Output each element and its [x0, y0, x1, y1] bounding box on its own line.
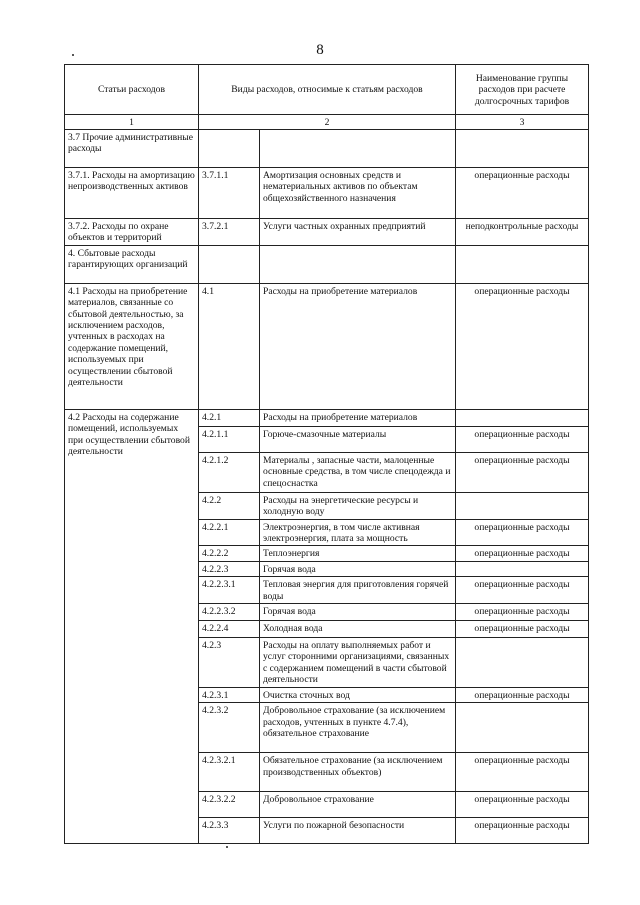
code-cell: 4.2.2.3 [199, 561, 260, 576]
table-row [65, 130, 589, 168]
type-cell: Расходы на энергетические ресурсы и холодную воду [260, 492, 456, 519]
header-articles: Статьи расходов [65, 65, 199, 115]
code-cell: 4.2.3.2 [199, 703, 260, 753]
column-number: 3 [456, 115, 589, 130]
header-expense-types: Виды расходов, относимые к статьям расходов [199, 65, 456, 115]
code-cell: 4.2.3.2.1 [199, 753, 260, 792]
type-cell [260, 245, 456, 283]
page-number: 8 [316, 42, 324, 58]
group-cell: операционные расходы [456, 577, 589, 604]
code-cell: 4.2.3 [199, 638, 260, 688]
type-cell: Очистка сточных вод [260, 688, 456, 703]
type-cell: Услуги частных охранных предприятий [260, 219, 456, 246]
group-cell: операционные расходы [456, 621, 589, 638]
type-cell: Обязательное страхование (за исключением производственных объектов) [260, 753, 456, 792]
group-cell: операционные расходы [456, 426, 589, 452]
code-cell: 4.2.2 [199, 492, 260, 519]
group-cell: операционные расходы [456, 546, 589, 561]
article-cell: 4.1 Расходы на приобретение материалов, связанные со сбытовой деятельностью, за исключением расходов, учтенных в расходах на содержание помещений, используемых при осуществлении сбытовой деятельности [65, 283, 199, 409]
group-cell: операционные расходы [456, 604, 589, 621]
scan-speck [72, 54, 74, 56]
type-cell: Добровольное страхование [260, 792, 456, 818]
table-row [65, 283, 589, 409]
article-cell: 3.7 Прочие административные расходы [65, 130, 199, 168]
header-group-name: Наименование группы расходов при расчете долгосрочных тарифов [456, 65, 589, 115]
code-cell: 3.7.2.1 [199, 219, 260, 246]
code-cell: 4.2.1.1 [199, 426, 260, 452]
group-cell: операционные расходы [456, 283, 589, 409]
type-cell: Горячая вода [260, 604, 456, 621]
group-cell: операционные расходы [456, 792, 589, 818]
table-row [65, 245, 589, 283]
code-cell [199, 245, 260, 283]
group-cell [456, 130, 589, 168]
code-cell: 4.2.2.1 [199, 519, 260, 546]
type-cell: Расходы на приобретение материалов [260, 283, 456, 409]
group-cell: неподконтрольные расходы [456, 219, 589, 246]
article-cell: 4.2 Расходы на содержание помещений, используемых при осуществлении сбытовой деятельности [65, 409, 199, 844]
type-cell: Расходы на оплату выполняемых работ и услуг сторонними организациями, связанных с содержанием помещений в части сбытовой деятельности [260, 638, 456, 688]
article-cell: 3.7.2. Расходы по охране объектов и территорий [65, 219, 199, 246]
code-cell: 4.2.2.4 [199, 621, 260, 638]
article-cell: 4. Сбытовые расходы гарантирующих организаций [65, 245, 199, 283]
table-row [65, 219, 589, 246]
code-cell: 4.2.2.3.1 [199, 577, 260, 604]
group-cell: операционные расходы [456, 168, 589, 219]
type-cell: Холодная вода [260, 621, 456, 638]
code-cell: 4.1 [199, 283, 260, 409]
code-cell: 3.7.1.1 [199, 168, 260, 219]
type-cell [260, 130, 456, 168]
group-cell: операционные расходы [456, 688, 589, 703]
type-cell: Горюче-смазочные материалы [260, 426, 456, 452]
group-cell: операционные расходы [456, 753, 589, 792]
type-cell: Горячая вода [260, 561, 456, 576]
type-cell: Электроэнергия, в том числе активная электроэнергия, плата за мощность [260, 519, 456, 546]
code-cell: 4.2.3.3 [199, 818, 260, 844]
code-cell: 4.2.1.2 [199, 452, 260, 492]
group-cell [456, 245, 589, 283]
type-cell: Расходы на приобретение материалов [260, 409, 456, 426]
code-cell: 4.2.3.1 [199, 688, 260, 703]
article-cell: 3.7.1. Расходы на амортизацию непроизводственных активов [65, 168, 199, 219]
code-cell: 4.2.2.2 [199, 546, 260, 561]
group-cell [456, 561, 589, 576]
code-cell: 4.2.3.2.2 [199, 792, 260, 818]
table-row [65, 409, 589, 426]
column-number: 2 [199, 115, 456, 130]
group-cell [456, 409, 589, 426]
group-cell [456, 638, 589, 688]
type-cell: Материалы , запасные части, малоценные основные средства, в том числе спецодежда и спецоснастка [260, 452, 456, 492]
column-number: 1 [65, 115, 199, 130]
type-cell: Добровольное страхование (за исключением расходов, учтенных в пункте 4.7.4), обязательное страхование [260, 703, 456, 753]
group-cell: операционные расходы [456, 452, 589, 492]
group-cell [456, 492, 589, 519]
type-cell: Услуги по пожарной безопасности [260, 818, 456, 844]
expenses-table [64, 64, 589, 844]
type-cell: Теплоэнергия [260, 546, 456, 561]
group-cell: операционные расходы [456, 818, 589, 844]
type-cell: Тепловая энергия для приготовления горячей воды [260, 577, 456, 604]
type-cell: Амортизация основных средств и нематериальных активов по объектам общехозяйственного назначения [260, 168, 456, 219]
code-cell [199, 130, 260, 168]
scan-speck [226, 846, 228, 848]
group-cell [456, 703, 589, 753]
group-cell: операционные расходы [456, 519, 589, 546]
table-row [65, 168, 589, 219]
code-cell: 4.2.1 [199, 409, 260, 426]
code-cell: 4.2.2.3.2 [199, 604, 260, 621]
